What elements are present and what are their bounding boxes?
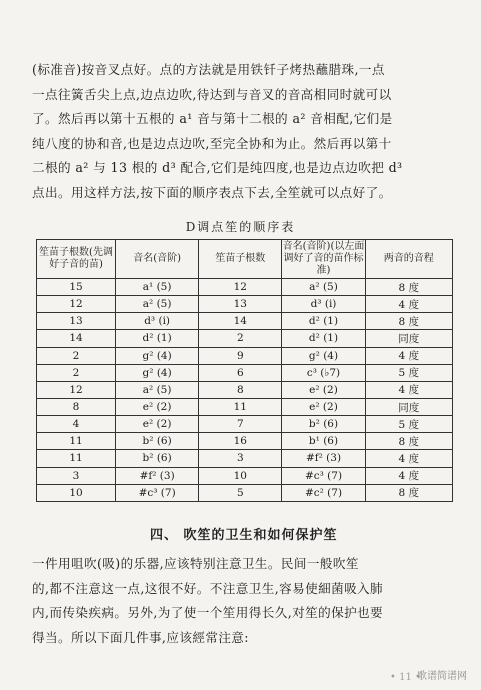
cell-pipe-tuned: 12 xyxy=(37,381,116,398)
table-row xyxy=(37,330,453,347)
text-line: 得当。所以下面几件事,应该經常注意: xyxy=(32,629,249,645)
text-line: 的,都不注意这一点,这很不好。不注意卫生,容易使細菌吸入肺 xyxy=(32,580,384,596)
cell-pipe-tuned: 15 xyxy=(37,279,116,296)
cell-pipe-number: 6 xyxy=(199,364,282,381)
cell-note-reference: d² (1) xyxy=(282,313,365,330)
cell-note-name: b² (6) xyxy=(116,450,199,467)
cell-interval: 同度 xyxy=(365,330,452,347)
cell-pipe-number: 14 xyxy=(199,313,282,330)
cell-interval: 4 度 xyxy=(365,467,452,484)
cell-note-reference: e² (2) xyxy=(282,398,365,415)
table-row xyxy=(37,416,453,433)
section-heading: 四、 吹笙的卫生和如何保护笙 xyxy=(150,528,338,543)
cell-pipe-tuned: 14 xyxy=(37,330,116,347)
table-title: D调点笙的顺序表 xyxy=(185,220,296,234)
cell-pipe-number: 12 xyxy=(199,279,282,296)
cell-pipe-tuned: 3 xyxy=(37,467,116,484)
page-number: • 11 • xyxy=(390,672,421,683)
cell-pipe-number: 8 xyxy=(199,381,282,398)
table-row xyxy=(37,484,453,501)
text-line: 了。然后再以第十五根的 a¹ 音与第十二根的 a² 音相配,它们是 xyxy=(32,111,393,126)
cell-interval: 4 度 xyxy=(365,296,452,313)
tuning-order-table xyxy=(36,239,453,502)
cell-pipe-tuned: 10 xyxy=(37,484,116,501)
cell-note-name: e² (2) xyxy=(116,398,199,415)
table-row xyxy=(37,398,453,415)
header-interval: 两音的音程 xyxy=(365,240,452,279)
cell-note-name: b² (6) xyxy=(116,433,199,450)
cell-interval: 同度 xyxy=(365,398,452,415)
cell-note-reference: e² (2) xyxy=(282,381,365,398)
cell-pipe-number: 2 xyxy=(199,330,282,347)
cell-note-reference: g² (4) xyxy=(282,347,365,364)
table-row xyxy=(37,313,453,330)
cell-pipe-tuned: 11 xyxy=(37,450,116,467)
cell-pipe-tuned: 2 xyxy=(37,347,116,364)
cell-note-name: #f² (3) xyxy=(116,467,199,484)
cell-interval: 4 度 xyxy=(365,450,452,467)
cell-pipe-tuned: 11 xyxy=(37,433,116,450)
cell-note-reference: d³ (i) xyxy=(282,296,365,313)
cell-note-reference: c³ (♭7) xyxy=(282,364,365,381)
cell-pipe-number: 5 xyxy=(199,484,282,501)
intro-paragraph xyxy=(32,58,452,205)
cell-note-name: d² (1) xyxy=(116,330,199,347)
cell-pipe-tuned: 13 xyxy=(37,313,116,330)
cell-note-name: a² (5) xyxy=(116,296,199,313)
table-row xyxy=(37,467,453,484)
text-line: 二根的 a² 与 13 根的 d³ 配合,它们是纯四度,也是边点边吹把 d³ xyxy=(32,160,403,175)
cell-note-name: d³ (i) xyxy=(116,313,199,330)
header-note-name: 音名(音阶) xyxy=(116,240,199,279)
cell-note-name: a¹ (5) xyxy=(116,279,199,296)
cell-pipe-tuned: 8 xyxy=(37,398,116,415)
cell-note-reference: b¹ (6) xyxy=(282,433,365,450)
cell-pipe-number: 11 xyxy=(199,398,282,415)
cell-interval: 8 度 xyxy=(365,484,452,501)
table-row xyxy=(37,279,453,296)
hygiene-paragraph xyxy=(32,552,452,650)
header-pipe-tuned: 笙苗子根数(先调好子音的苗) xyxy=(37,240,116,279)
cell-note-name: a² (5) xyxy=(116,381,199,398)
text-line: 内,而传染疾病。另外,为了使一个笙用得长久,对笙的保护也要 xyxy=(32,605,384,620)
cell-pipe-number: 16 xyxy=(199,433,282,450)
cell-note-reference: #c³ (7) xyxy=(282,467,365,484)
cell-interval: 8 度 xyxy=(365,313,452,330)
text-line: 一点往簧舌尖上点,边点边吹,待达到与音叉的音高相同时就可以 xyxy=(32,86,392,102)
table-row xyxy=(37,381,453,398)
cell-pipe-number: 13 xyxy=(199,296,282,313)
watermark: 歌谱简谱网 xyxy=(417,671,467,682)
cell-note-reference: #c² (7) xyxy=(282,484,365,501)
cell-note-name: e² (2) xyxy=(116,416,199,433)
cell-interval: 4 度 xyxy=(365,347,452,364)
table-row xyxy=(37,364,453,381)
cell-interval: 5 度 xyxy=(365,364,452,381)
cell-note-reference: a² (5) xyxy=(282,279,365,296)
header-pipe-number: 笙苗子根数 xyxy=(199,240,282,279)
text-line: 点出。用这样方法,按下面的顺序表点下去,全笙就可以点好了。 xyxy=(32,184,392,200)
cell-pipe-number: 10 xyxy=(199,467,282,484)
cell-pipe-tuned: 2 xyxy=(37,364,116,381)
cell-note-reference: b² (6) xyxy=(282,416,365,433)
table-row xyxy=(37,433,453,450)
table-row xyxy=(37,296,453,313)
cell-pipe-number: 7 xyxy=(199,416,282,433)
header-note-reference: 音名(音阶)(以左面调好了音的苗作标准) xyxy=(282,240,365,279)
text-line: 纯八度的协和音,也是边点边吹,至完全协和为止。然后再以第十 xyxy=(32,135,392,151)
table-row xyxy=(37,347,453,364)
text-line: (标准音)按音叉点好。点的方法就是用铁钎子烤热蘸腊珠,一点 xyxy=(32,62,385,77)
cell-pipe-tuned: 12 xyxy=(37,296,116,313)
cell-interval: 8 度 xyxy=(365,279,452,296)
cell-interval: 5 度 xyxy=(365,416,452,433)
cell-interval: 8 度 xyxy=(365,433,452,450)
cell-note-name: g² (4) xyxy=(116,347,199,364)
table-header-row xyxy=(37,240,453,279)
table-row xyxy=(37,450,453,467)
cell-pipe-number: 3 xyxy=(199,450,282,467)
text-line: 一件用咀吹(吸)的乐器,应该特别注意卫生。民间一般吹笙 xyxy=(32,556,359,571)
cell-note-reference: #f² (3) xyxy=(282,450,365,467)
cell-note-name: #c³ (7) xyxy=(116,484,199,501)
cell-note-name: g² (4) xyxy=(116,364,199,381)
cell-note-reference: d² (1) xyxy=(282,330,365,347)
cell-pipe-tuned: 4 xyxy=(37,416,116,433)
cell-interval: 4 度 xyxy=(365,381,452,398)
cell-pipe-number: 9 xyxy=(199,347,282,364)
